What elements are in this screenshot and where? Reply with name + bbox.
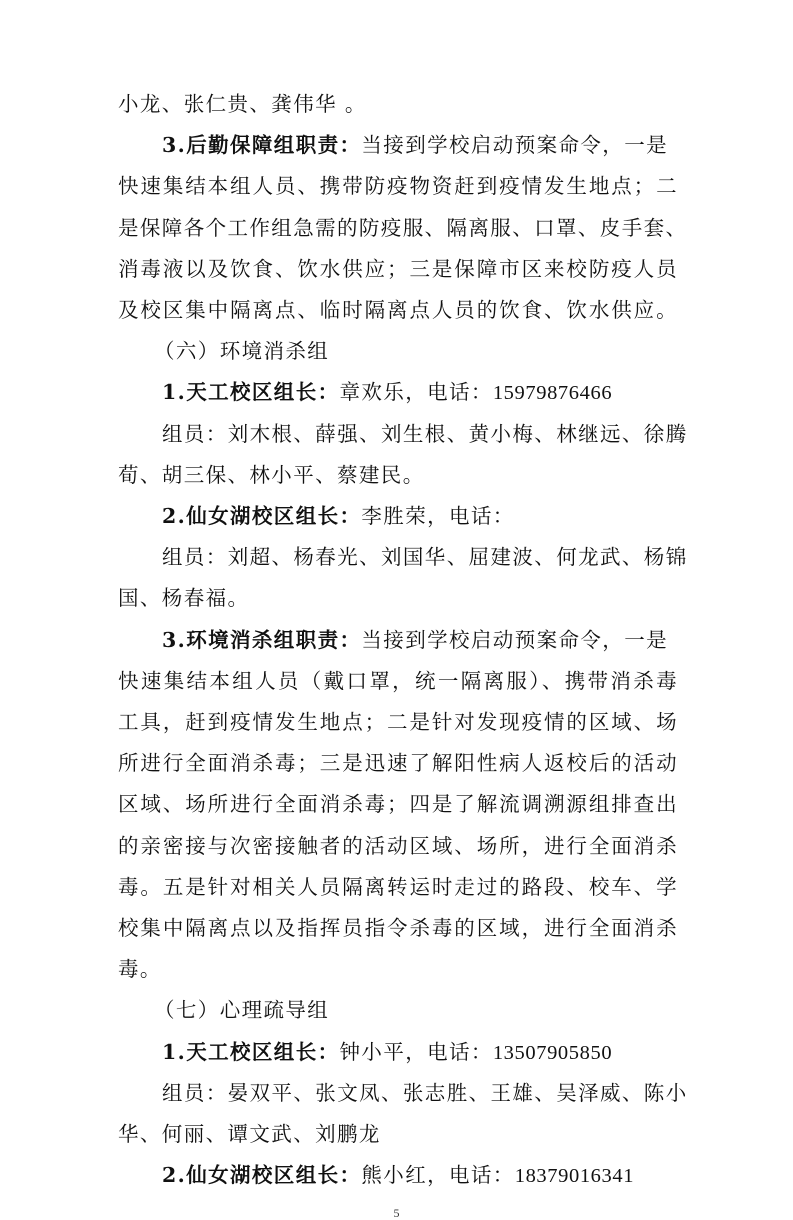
leader-label: 2.仙女湖校区组长：	[162, 1163, 362, 1187]
leader-text: 李胜荣，电话：	[361, 504, 515, 528]
line-text: 小龙、张仁贵、龚伟华 。	[118, 92, 367, 116]
line-text: 当接到学校启动预案命令，一是	[361, 628, 669, 652]
page-number: 5	[393, 1206, 400, 1220]
leader-line	[162, 501, 678, 531]
leader-label: 1.天工校区组长：	[162, 380, 340, 404]
text-line: 校集中隔离点以及指挥员指令杀毒的区域，进行全面消杀	[118, 916, 678, 940]
line-text: 当接到学校启动预案命令，一是	[361, 133, 669, 157]
leader-label: 2.仙女湖校区组长：	[162, 504, 362, 528]
subsection-heading: （六）环境消杀组	[154, 339, 330, 363]
text-line: 快速集结本组人员、携带防疫物资赶到疫情发生地点；二	[118, 174, 678, 198]
phone-number: 18379016341	[514, 1165, 635, 1187]
leader-line	[162, 377, 678, 408]
leader-text: 章欢乐，电话：	[339, 380, 493, 404]
text-line: 的亲密接与次密接触者的活动区域、场所，进行全面消杀	[118, 834, 678, 858]
leader-text: 钟小平，电话：	[339, 1040, 493, 1064]
members-line: 组员：刘木根、薛强、刘生根、黄小梅、林继远、徐腾	[162, 422, 688, 446]
section-duty-line	[0, 130, 678, 160]
section-label: 3.环境消杀组职责：	[162, 628, 362, 652]
leader-line	[162, 1037, 678, 1068]
text-line: 毒。五是针对相关人员隔离转运时走过的路段、校车、学	[118, 875, 678, 899]
text-line: 及校区集中隔离点、临时隔离点人员的饮食、饮水供应。	[118, 298, 678, 322]
phone-number: 13507905850	[492, 1042, 613, 1064]
leader-line	[162, 1160, 678, 1191]
phone-number: 15979876466	[492, 382, 613, 404]
text-line	[0, 89, 678, 119]
subsection-heading: （七）心理疏导组	[154, 998, 330, 1022]
leader-label: 1.天工校区组长：	[162, 1040, 340, 1064]
members-line: 组员：刘超、杨春光、刘国华、屈建波、何龙武、杨锦	[162, 545, 688, 569]
text-line: 所进行全面消杀毒；三是迅速了解阳性病人返校后的活动	[118, 751, 678, 775]
text-line: 消毒液以及饮食、饮水供应；三是保障市区来校防疫人员	[118, 257, 678, 281]
members-line: 荀、胡三保、林小平、蔡建民。	[118, 463, 425, 487]
text-line: 毒。	[118, 957, 162, 981]
members-line: 华、何丽、谭文武、刘鹏龙	[118, 1122, 381, 1146]
text-line: 快速集结本组人员（戴口罩，统一隔离服）、携带消杀毒	[118, 669, 678, 693]
section-label: 3.后勤保障组职责：	[162, 133, 362, 157]
text-line: 区域、场所进行全面消杀毒；四是了解流调溯源组排查出	[118, 792, 678, 816]
section-duty-line	[162, 625, 678, 655]
text-line: 工具，赶到疫情发生地点；二是针对发现疫情的区域、场	[118, 710, 678, 734]
members-line: 组员：晏双平、张文凤、张志胜、王雄、吴泽威、陈小	[162, 1081, 688, 1105]
text-line: 是保障各个工作组急需的防疫服、隔离服、口罩、皮手套、	[118, 216, 688, 240]
leader-text: 熊小红，电话：	[361, 1163, 515, 1187]
members-line: 国、杨春福。	[118, 586, 250, 610]
